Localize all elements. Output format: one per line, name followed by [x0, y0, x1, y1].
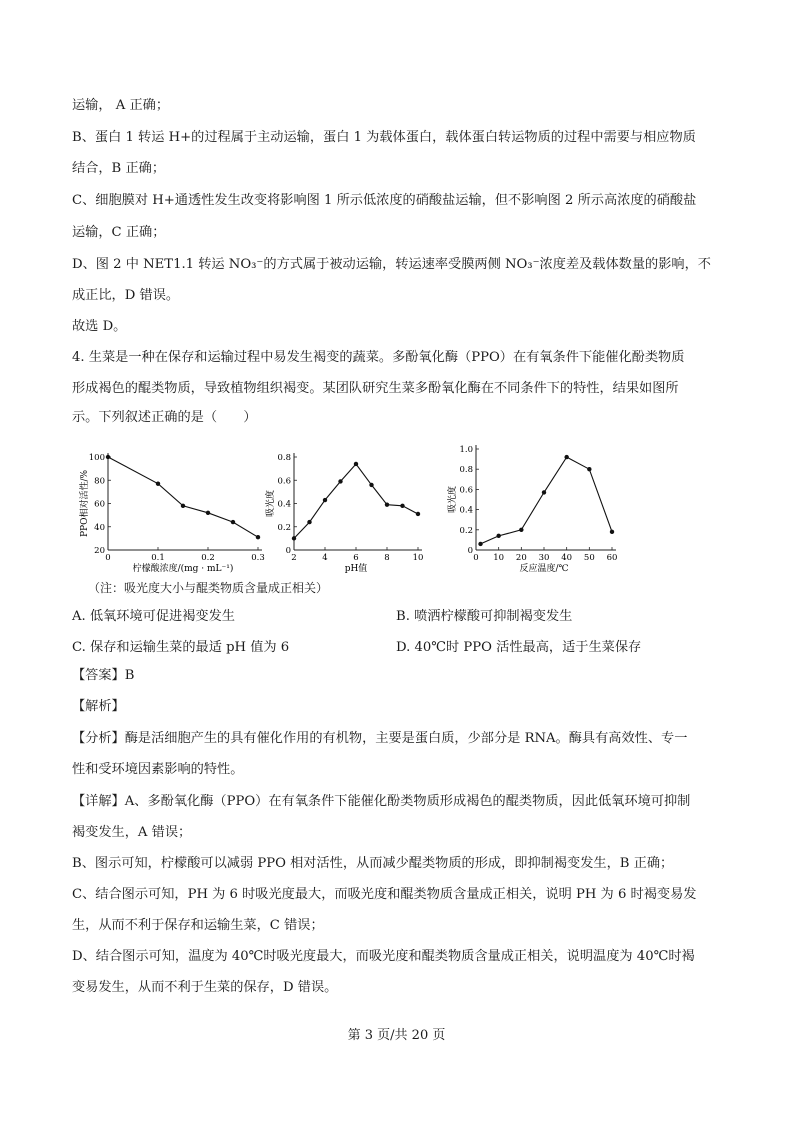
data-point — [338, 479, 342, 483]
option-b: B. 喷洒柠檬酸可抑制褐变发生 — [396, 609, 573, 624]
explain-line: 褐变发生，A 错误； — [72, 825, 192, 840]
x-tick-label: 0.1 — [151, 553, 165, 563]
x-axis-label: pH值 — [344, 564, 368, 574]
x-tick-label: 6 — [353, 553, 359, 563]
y-tick-label: 60 — [94, 499, 105, 510]
y-tick-label: 80 — [94, 476, 105, 487]
answer-line — [72, 667, 134, 685]
data-point — [206, 511, 210, 515]
text-line: 故选 D。 — [72, 319, 127, 334]
data-point — [156, 482, 160, 486]
y-tick-label: 0.6 — [459, 485, 473, 496]
explain-line: 变易发生，从而不利于生菜的保存，D 错误。 — [72, 980, 338, 995]
data-point — [400, 504, 404, 508]
series-line — [108, 457, 258, 537]
explain-line: 【分析】酶是活细胞产生的具有催化作用的有机物，主要是蛋白质，少部分是 RNA。酶具有高效性、专一 — [72, 731, 688, 746]
ppo-activity-chart — [78, 440, 268, 580]
x-tick-label: 50 — [583, 553, 595, 563]
data-point — [542, 490, 546, 494]
x-axis-label: 柠檬酸浓度/(mg · mL⁻¹) — [132, 564, 234, 574]
text-line: D、图 2 中 NET1.1 转运 NO₃⁻的方式属于被动运输，转运速率受膜两侧 NO₃⁻浓度差及载体数量的影响，不 — [72, 257, 711, 272]
data-point — [292, 536, 296, 540]
page-footer: 第 3 页/共 20 页 — [347, 1028, 446, 1043]
y-tick-label: 0.4 — [459, 505, 473, 516]
x-tick-label: 20 — [515, 553, 527, 563]
x-axis-label: 反应温度/℃ — [519, 564, 569, 574]
data-point — [385, 502, 389, 506]
data-point — [354, 462, 358, 466]
y-tick-label: 0.8 — [277, 453, 291, 463]
y-tick-label: 20 — [94, 546, 105, 556]
data-point — [307, 520, 311, 524]
answer-tag: 【答案】 — [72, 668, 125, 683]
y-tick-label: 0 — [467, 546, 473, 556]
x-tick-label: 30 — [538, 553, 550, 563]
data-point — [478, 542, 482, 546]
explain-line: 性和受环境因素影响的特性。 — [72, 762, 244, 777]
text-line: C、细胞膜对 H+通透性发生改变将影响图 1 所示低浓度的硝酸盐运输，但不影响图 2 所示高浓度的硝酸盐 — [72, 193, 697, 208]
text-line: 成正比，D 错误。 — [72, 288, 180, 303]
text-line: B、蛋白 1 转运 H+的过程属于主动运输，蛋白 1 为载体蛋白，载体蛋白转运物质的过程中需要与相应物质 — [72, 130, 696, 145]
x-tick-label: 0 — [105, 553, 111, 563]
data-point — [231, 520, 235, 524]
data-point — [369, 483, 373, 487]
data-point — [181, 504, 185, 508]
x-tick-label: 40 — [561, 553, 573, 563]
option-a: A. 低氧环境可促进褐变发生 — [72, 609, 235, 624]
temperature-absorbance-chart — [436, 440, 626, 580]
explain-line: 生，从而不利于保存和运输生菜，C 错误； — [72, 918, 324, 933]
x-tick-label: 2 — [291, 553, 297, 563]
y-tick-label: 1.0 — [459, 445, 473, 455]
y-axis-label: PPO相对活性/% — [80, 469, 90, 538]
series-line — [481, 457, 613, 544]
y-tick-label: 0.4 — [277, 499, 291, 510]
data-point — [610, 530, 614, 534]
ph-absorbance-chart — [262, 440, 432, 580]
data-point — [106, 455, 110, 459]
x-tick-label: 10 — [412, 553, 424, 563]
x-tick-label: 8 — [384, 553, 390, 563]
y-tick-label: 0 — [285, 546, 291, 556]
chart-note: （注：吸光度大小与醌类物质含量成正相关） — [88, 581, 329, 595]
y-axis-label: 吸光度 — [266, 489, 276, 518]
y-tick-label: 100 — [88, 453, 105, 463]
x-tick-label: 0.2 — [201, 553, 215, 563]
question-line: 形成褐色的醌类物质，导致植物组织褐变。某团队研究生菜多酚氧化酶在不同条件下的特性，结果如图所 — [72, 381, 679, 396]
y-axis-label: 吸光度 — [448, 485, 458, 514]
answer-value: B — [124, 668, 135, 683]
explain-line: B、图示可知，柠檬酸可以减弱 PPO 相对活性，从而减少醌类物质的形成，即抑制褐变发生，B 正确； — [72, 856, 674, 871]
series-line — [294, 464, 418, 538]
y-tick-label: 0.2 — [459, 525, 473, 536]
text-line: 运输，C 正确； — [72, 225, 166, 240]
data-point — [496, 534, 500, 538]
data-point — [323, 498, 327, 502]
x-tick-label: 10 — [493, 553, 505, 563]
option-c: C. 保存和运输生菜的最适 pH 值为 6 — [72, 640, 290, 655]
y-tick-label: 0.6 — [277, 476, 291, 487]
x-tick-label: 0.3 — [251, 553, 265, 563]
text-line: 运输， A 正确； — [72, 98, 170, 113]
explain-line: C、结合图示可知，PH 为 6 时吸光度最大，而吸光度和醌类物质含量成正相关，说明 PH 为 6 时褐变易发 — [72, 887, 697, 902]
data-point — [564, 455, 568, 459]
x-tick-label: 4 — [322, 553, 328, 563]
data-point — [519, 528, 523, 532]
text-line: 结合，B 正确； — [72, 161, 166, 176]
option-d: D. 40℃时 PPO 活性最高，适于生菜保存 — [396, 640, 642, 655]
data-point — [587, 467, 591, 471]
x-tick-label: 0 — [473, 553, 479, 563]
question-line: 4. 生菜是一种在保存和运输过程中易发生褐变的蔬菜。多酚氧化酶（PPO）在有氧条件下能催化酚类物质 — [72, 350, 685, 365]
x-tick-label: 60 — [606, 553, 618, 563]
explain-line: 【详解】A、多酚氧化酶（PPO）在有氧条件下能催化酚类物质形成褐色的醌类物质，因此低氧环境可抑制 — [72, 794, 691, 809]
y-tick-label: 40 — [94, 522, 105, 533]
y-tick-label: 0.2 — [277, 522, 291, 533]
y-tick-label: 0.8 — [459, 465, 473, 476]
question-line: 示。下列叙述正确的是（ ） — [72, 410, 257, 425]
explain-line: D、结合图示可知，温度为 40℃时吸光度最大，而吸光度和醌类物质含量成正相关，说明温度为 40℃时褐 — [72, 949, 695, 964]
data-point — [256, 535, 260, 539]
data-point — [416, 512, 420, 516]
analysis-tag: 【解析】 — [72, 699, 125, 714]
